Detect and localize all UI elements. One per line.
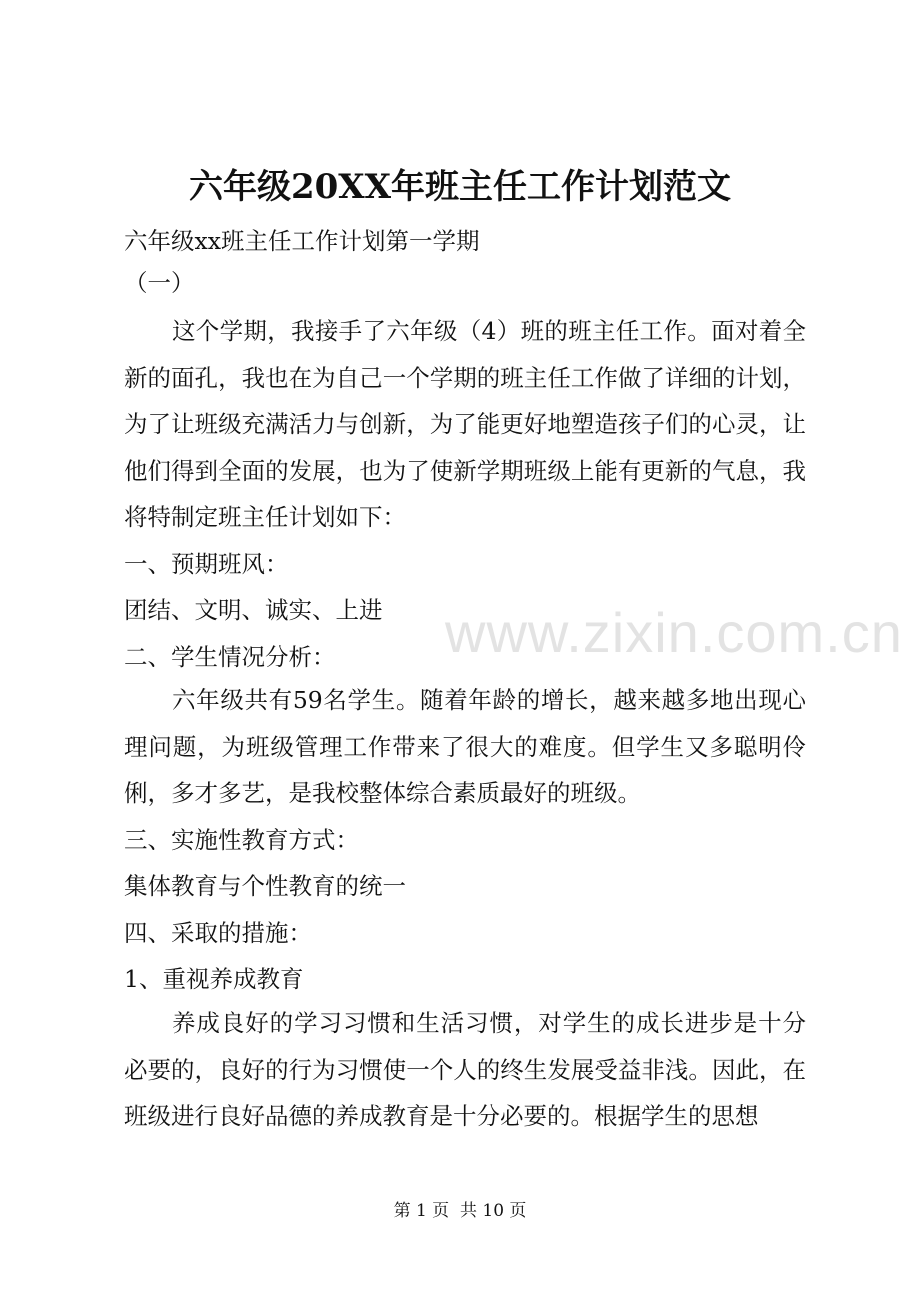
heading-expected-class-style: 一、预期班风： bbox=[124, 550, 289, 578]
sub-heading-habit-education: 1、重视养成教育 bbox=[124, 965, 304, 993]
heading-education-method: 三、实施性教育方式： bbox=[124, 826, 359, 854]
page-footer: 第 1 页 共 10 页 bbox=[393, 1201, 527, 1221]
section-mark: （一） bbox=[124, 269, 195, 297]
heading-student-analysis: 二、学生情况分析： bbox=[124, 643, 336, 671]
heading-measures: 四、采取的措施： bbox=[124, 919, 312, 947]
analysis-paragraph: 六年级共有59名学生。随着年龄的增长，越来越多地出现心理问题，为班级管理工作带来了很大的难度。但学生又多聪明伶俐，多才多艺，是我校整体综合素质最好的班级。 bbox=[124, 686, 806, 807]
intro-paragraph: 这个学期，我接手了六年级（4）班的班主任工作。面对着全新的面孔，我也在为自己一个学期的班主任工作做了详细的计划，为了让班级充满活力与创新，为了能更好地塑造孩子们的心灵，让他们得到全面的发展，也为了使新学期班级上能有更新的气息，我将特制定班主任计划如下： bbox=[124, 317, 806, 531]
subtitle: 六年级xx班主任工作计划第一学期 bbox=[124, 227, 480, 255]
document-title: 六年级20XX年班主任工作计划范文 bbox=[188, 167, 732, 207]
habits-paragraph: 养成良好的学习习惯和生活习惯，对学生的成长进步是十分必要的，良好的行为习惯使一个人的终生发展受益非浅。因此，在班级进行良好品德的养成教育是十分必要的。根据学生的思想 bbox=[124, 1009, 806, 1130]
class-style-values: 团结、文明、诚实、上进 bbox=[124, 596, 383, 624]
education-method-text: 集体教育与个性教育的统一 bbox=[124, 872, 406, 900]
watermark: www.zixin.com.cn bbox=[445, 601, 903, 664]
